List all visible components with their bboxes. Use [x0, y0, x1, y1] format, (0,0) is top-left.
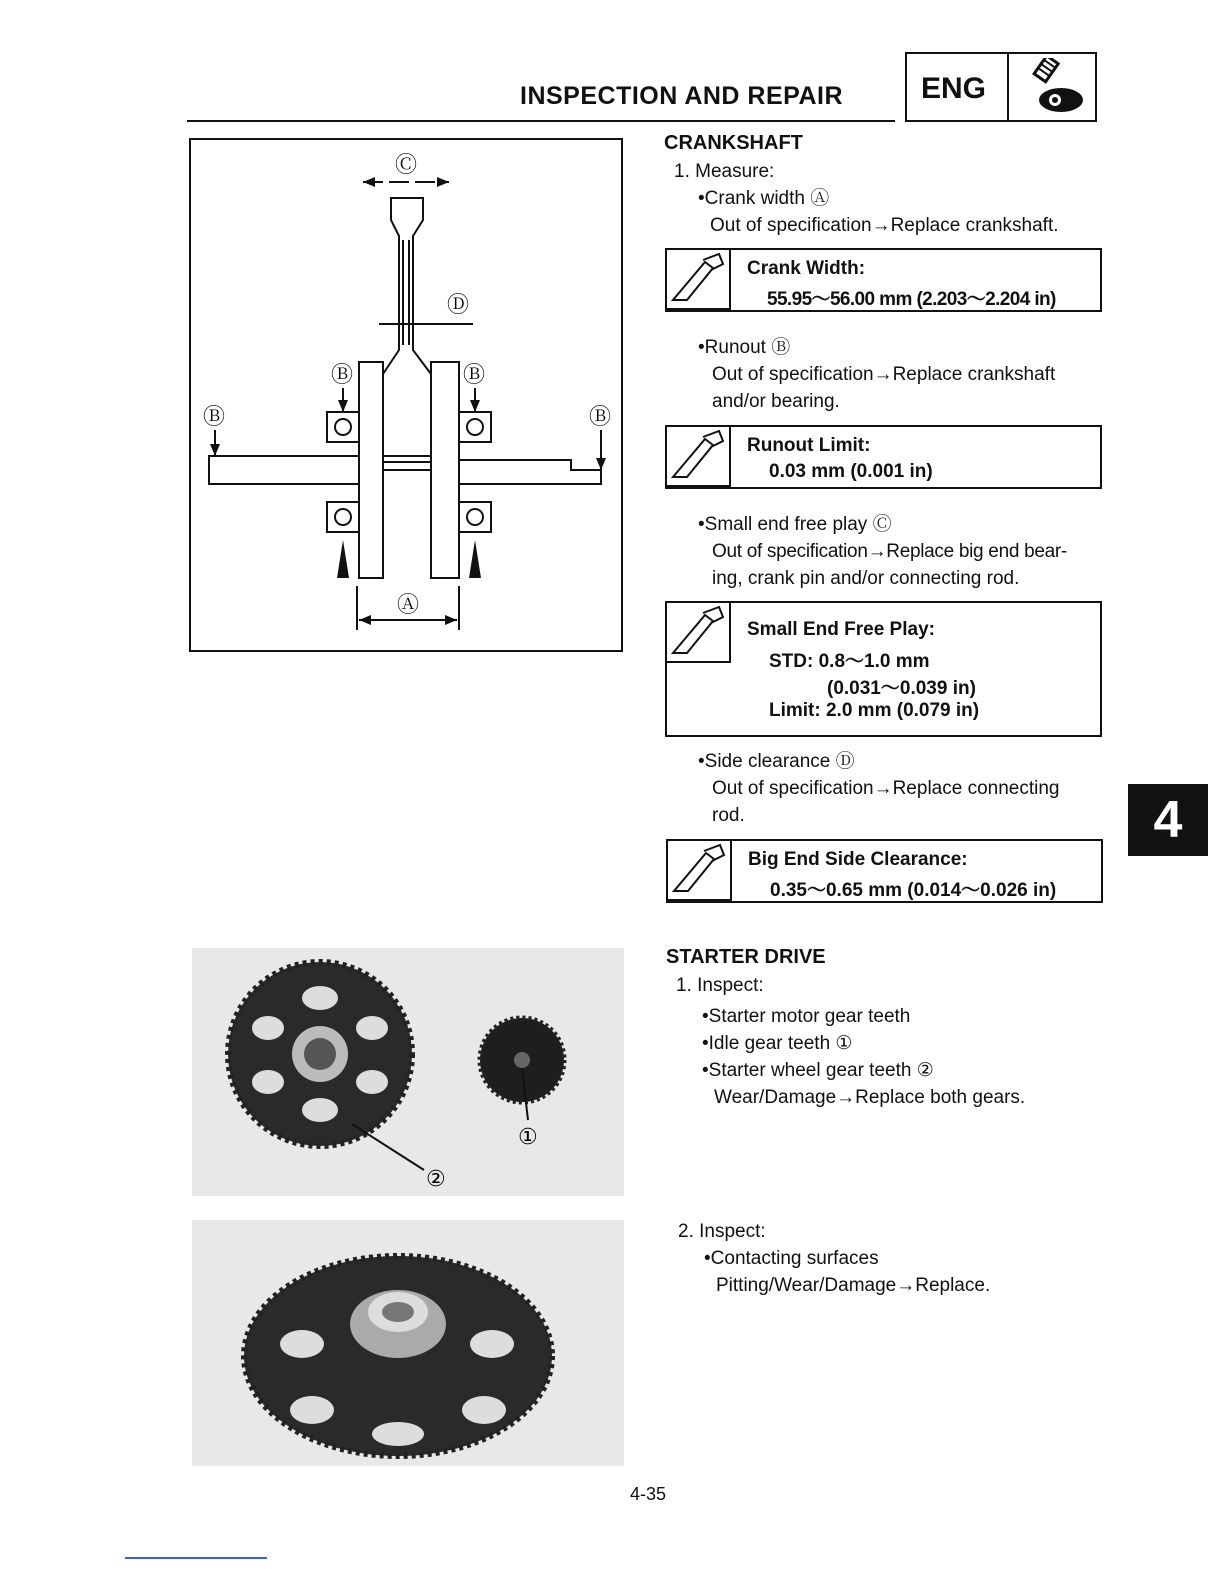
starter-gears-photo [192, 948, 624, 1196]
spec-crank-width [665, 248, 1102, 312]
section-badge [905, 52, 1097, 122]
item-side-clearance-action2: rod. [712, 805, 745, 826]
spec-value: 55.95～56.00 mm (2.203～2.204 in) [767, 289, 1056, 310]
spec-limit: Limit: 2.0 mm (0.079 in) [769, 700, 980, 721]
badge-divider [1007, 54, 1009, 122]
label-d: Ⓓ [447, 293, 470, 318]
starter-wheel-photo [192, 1220, 624, 1466]
item-crank-width: •Crank width Ⓐ [698, 188, 830, 209]
starter-step1: 1. Inspect: [676, 975, 764, 996]
starter-item-contacting: •Contacting surfaces [704, 1248, 879, 1269]
chapter-tab: 4 [1128, 784, 1208, 856]
crankshaft-heading: CRANKSHAFT [664, 132, 803, 154]
engine-wrench-icon [1011, 58, 1095, 120]
caliper-icon [667, 427, 731, 487]
starter-drive-heading: STARTER DRIVE [666, 946, 826, 968]
item-side-clearance-action1: Out of specification→Replace connecting [712, 778, 1060, 799]
item-small-end-action1: Out of specification→Replace big end bear- [712, 541, 1067, 562]
label-b-left: Ⓑ [203, 405, 226, 430]
spec-std-in: (0.031～0.039 in) [827, 678, 976, 699]
label-starter-wheel: ② [426, 1167, 446, 1192]
label-c: Ⓒ [395, 153, 418, 178]
item-side-clearance: •Side clearance Ⓓ [698, 751, 855, 772]
spec-big-end [666, 839, 1103, 903]
spec-small-end [665, 601, 1102, 737]
item-small-end: •Small end free play Ⓒ [698, 514, 892, 535]
starter-gears-drawing [192, 948, 624, 1196]
label-a: Ⓐ [397, 593, 420, 618]
page-title: INSPECTION AND REPAIR [520, 82, 844, 110]
crankshaft-drawing [191, 140, 621, 650]
spec-title: Small End Free Play: [747, 619, 935, 640]
spec-std: STD: 0.8～1.0 mm [769, 651, 930, 672]
spec-value: 0.03 mm (0.001 in) [769, 461, 933, 482]
spec-title: Crank Width: [747, 258, 866, 279]
spec-title: Runout Limit: [747, 435, 871, 456]
label-b-inner-right: Ⓑ [463, 363, 486, 388]
starter-result2: Pitting/Wear/Damage→Replace. [716, 1275, 991, 1296]
footer-rule [125, 1557, 267, 1559]
header-rule [187, 120, 895, 122]
label-b-right: Ⓑ [589, 405, 612, 430]
item-runout-action1: Out of specification→Replace crankshaft [712, 364, 1056, 385]
crankshaft-diagram [189, 138, 623, 652]
item-small-end-action2: ing, crank pin and/or connecting rod. [712, 568, 1020, 589]
item-crank-width-action: Out of specification→Replace crankshaft. [710, 215, 1059, 236]
starter-wheel-drawing [192, 1220, 624, 1466]
caliper-icon [667, 603, 731, 663]
spec-runout [665, 425, 1102, 489]
starter-step2: 2. Inspect: [678, 1221, 766, 1242]
starter-result1: Wear/Damage→Replace both gears. [714, 1087, 1026, 1108]
starter-item-motor: •Starter motor gear teeth [702, 1006, 911, 1027]
page-number: 4-35 [630, 1484, 667, 1504]
label-b-inner-left: Ⓑ [331, 363, 354, 388]
label-idle-gear: ① [518, 1125, 538, 1150]
crankshaft-step1: 1. Measure: [674, 161, 775, 182]
item-runout: •Runout Ⓑ [698, 337, 791, 358]
starter-item-idle: •Idle gear teeth ① [702, 1033, 853, 1054]
spec-title: Big End Side Clearance: [748, 849, 968, 870]
caliper-icon [668, 841, 732, 901]
section-code: ENG [921, 72, 987, 105]
item-runout-action2: and/or bearing. [712, 391, 840, 412]
spec-value: 0.35～0.65 mm (0.014～0.026 in) [770, 880, 1057, 901]
starter-item-wheel: •Starter wheel gear teeth ② [702, 1060, 934, 1081]
caliper-icon [667, 250, 731, 310]
